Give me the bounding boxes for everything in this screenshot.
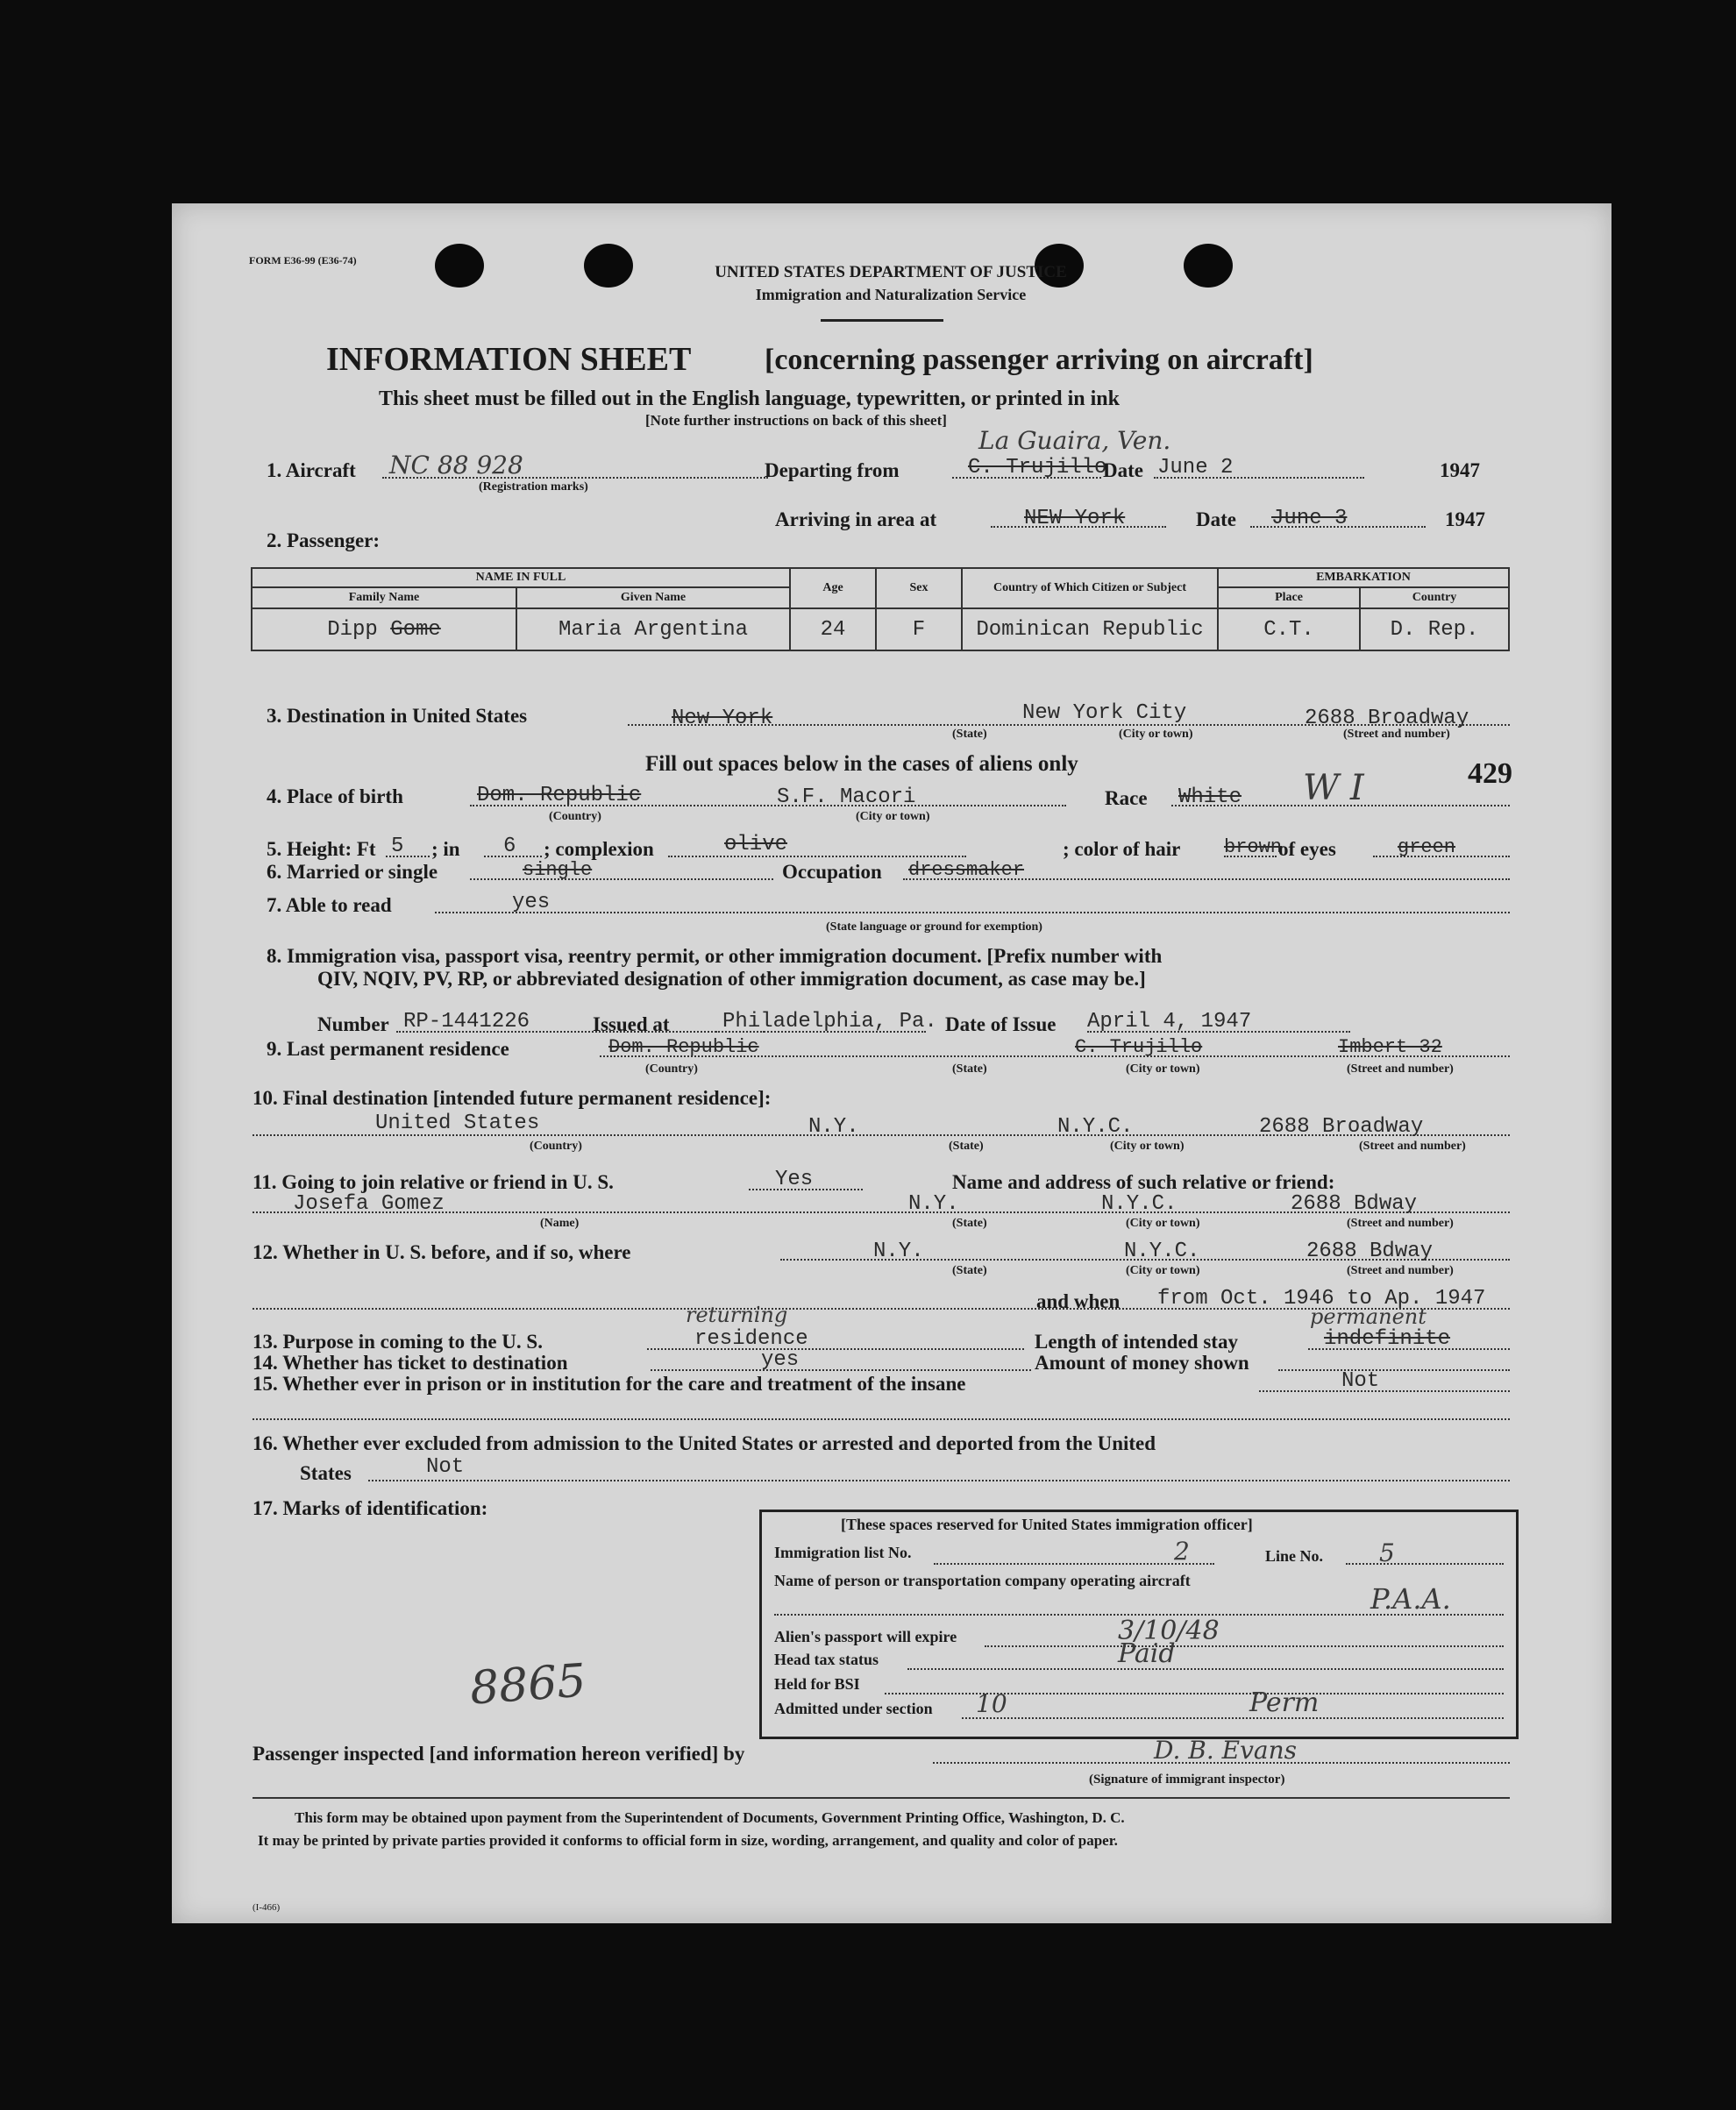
embark-place-header: Place [1218, 587, 1360, 608]
company-value: P.A.A. [1370, 1582, 1451, 1616]
height-label: 5. Height: Ft [267, 838, 376, 860]
bottom-code: (I-466) [253, 1902, 281, 1913]
punch-hole [435, 244, 484, 288]
excluded-label-1: 16. Whether ever excluded from admission to the United States or arrested and deported from the United [253, 1432, 1156, 1454]
state-caption: (State) [952, 728, 987, 741]
handwritten-number: 8865 [468, 1654, 588, 1716]
date-of-issue: April 4, 1947 [1087, 1010, 1252, 1034]
arriving-at: NEW York [1024, 507, 1126, 530]
issued-at-label: Issued at [593, 1013, 670, 1035]
last-residence-city: C. Trujillo [1075, 1036, 1203, 1058]
length-handwritten: permanent [1310, 1304, 1427, 1329]
name-in-full-header: NAME IN FULL [252, 568, 790, 587]
relative-city: N.Y.C. [1101, 1192, 1177, 1216]
purpose-label: 13. Purpose in coming to the U. S. [253, 1331, 543, 1353]
country-header: Country of Which Citizen or Subject [962, 568, 1218, 608]
family-name: Dipp [327, 617, 378, 642]
given-name: Maria Argentina [516, 608, 790, 650]
city-caption: (City or town) [1126, 1062, 1200, 1076]
marks-label: 17. Marks of identification: [253, 1497, 488, 1519]
family-name-struck: Gome [390, 617, 441, 642]
age-header: Age [790, 568, 876, 608]
country-caption: (Country) [645, 1062, 698, 1076]
race-value: White [1178, 785, 1242, 809]
previous-when: from Oct. 1946 to Ap. 1947 [1157, 1287, 1486, 1311]
final-street: 2688 Broadway [1259, 1115, 1424, 1139]
birth-city: S.F. Macori [777, 785, 916, 809]
officer-box-title: [These spaces reserved for United States immigration officer] [841, 1516, 1253, 1533]
doc-number: RP-1441226 [403, 1010, 530, 1034]
country-caption: (Country) [549, 810, 601, 823]
aliens-heading: Fill out spaces below in the cases of aliens only [645, 752, 1078, 776]
length-label: Length of intended stay [1035, 1331, 1238, 1353]
family-name-cell [252, 608, 516, 650]
passport-expire: 3/10/48 [1118, 1616, 1220, 1646]
final-destination-label: 10. Final destination [intended future permanent residence]: [253, 1087, 772, 1109]
aircraft-label: 1. Aircraft [267, 459, 356, 481]
street-caption: (Street and number) [1343, 728, 1450, 741]
ticket-label: 14. Whether has ticket to destination [253, 1352, 568, 1374]
birth-label: 4. Place of birth [267, 785, 403, 807]
list-label: Immigration list No. [774, 1544, 912, 1561]
departing-from: C. Trujillo [968, 456, 1107, 480]
date-of-issue-label: Date of Issue [945, 1013, 1057, 1035]
arriving-label: Arriving in area at [775, 508, 937, 530]
information-sheet-form [172, 203, 1611, 1923]
depart-date-label: Date [1103, 459, 1143, 481]
service-name: Immigration and Naturalization Service [755, 286, 1027, 303]
given-name-header: Given Name [516, 587, 790, 608]
destination-label: 3. Destination in United States [267, 705, 528, 727]
line-label: Line No. [1265, 1547, 1324, 1565]
occupation-label: Occupation [782, 861, 882, 883]
married-value: single [523, 859, 593, 881]
relative-answer: Yes [775, 1168, 814, 1191]
citizen-of: Dominican Republic [962, 608, 1218, 650]
sex-value: F [876, 608, 962, 650]
city-caption: (City or town) [1119, 728, 1193, 741]
signature-caption: (Signature of immigrant inspector) [1089, 1773, 1285, 1787]
city-caption: (City or town) [856, 810, 930, 823]
relative-name: Josefa Gomez [293, 1192, 445, 1216]
eyes-value: green [1398, 836, 1456, 858]
final-state: N.Y. [808, 1115, 859, 1139]
inspector-signature: D. B. Evans [1154, 1736, 1297, 1765]
punch-hole [1184, 244, 1233, 288]
sex-header: Sex [876, 568, 962, 608]
registration-caption: (Registration marks) [479, 480, 588, 494]
company-label: Name of person or transportation company operating aircraft [774, 1572, 1191, 1589]
relative-label: 11. Going to join relative or friend in U. S. [253, 1171, 614, 1193]
excluded-value: Not [426, 1455, 465, 1479]
country-caption: (Country) [530, 1140, 582, 1153]
previous-label: 12. Whether in U. S. before, and if so, where [253, 1241, 631, 1263]
form-title-note: [concerning passenger arriving on aircraft] [765, 344, 1313, 376]
inches-label: ; in [431, 838, 460, 860]
depart-year: 1947 [1440, 459, 1480, 481]
destination-state: New York [672, 707, 773, 730]
department-name: UNITED STATES DEPARTMENT OF JUSTICE [715, 263, 1067, 281]
embark-country-header: Country [1360, 587, 1509, 608]
race-label: Race [1105, 787, 1148, 809]
read-caption: (State language or ground for exemption) [826, 920, 1042, 934]
name-caption: (Name) [540, 1217, 580, 1230]
destination-street: 2688 Broadway [1305, 707, 1469, 730]
depart-date: June 2 [1157, 456, 1234, 480]
passport-label: Alien's passport will expire [774, 1628, 957, 1645]
age-value: 24 [790, 608, 876, 650]
street-caption: (Street and number) [1347, 1217, 1454, 1230]
city-caption: (City or town) [1126, 1217, 1200, 1230]
prison-label: 15. Whether ever in prison or in institution for the care and treatment of the insane [253, 1373, 966, 1395]
excluded-label-2: States [300, 1462, 352, 1484]
previous-state: N.Y. [873, 1240, 924, 1263]
state-caption: (State) [952, 1062, 987, 1076]
complexion-label: ; complexion [544, 838, 654, 860]
doc-number-label: Number [317, 1013, 389, 1035]
admitted-section: 10 [976, 1689, 1007, 1718]
birth-country: Dom. Republic [477, 784, 642, 807]
length-value: indefinite [1324, 1327, 1451, 1351]
embark-place: C.T. [1218, 608, 1360, 650]
read-label: 7. Able to read [267, 894, 392, 916]
money-label: Amount of money shown [1035, 1352, 1249, 1374]
street-caption: (Street and number) [1347, 1062, 1454, 1076]
final-city: N.Y.C. [1057, 1115, 1134, 1139]
headtax-value: Paid [1118, 1638, 1176, 1669]
final-country: United States [375, 1112, 540, 1135]
form-title: INFORMATION SHEET [326, 341, 692, 378]
ticket-value: yes [761, 1348, 800, 1372]
height-inches: 6 [503, 835, 516, 858]
document-label-1: 8. Immigration visa, passport visa, reentry permit, or other immigration document. [Prefix number with [267, 945, 1163, 967]
eyes-label: of eyes [1278, 838, 1336, 860]
previous-street: 2688 Bdway [1306, 1240, 1434, 1263]
form-number: FORM E36-99 (E36-74) [249, 254, 357, 266]
hair-value: brown [1224, 836, 1283, 858]
arrive-year: 1947 [1445, 508, 1485, 530]
document-label-2: QIV, NQIV, PV, RP, or abbreviated designation of other immigration document, as case may be.] [317, 968, 1146, 990]
handwritten-departure: La Guaira, Ven. [978, 426, 1171, 455]
relative-state: N.Y. [908, 1192, 959, 1216]
race-handwritten: W I [1303, 768, 1364, 808]
passenger-table [251, 567, 1510, 651]
headtax-label: Head tax status [774, 1651, 879, 1668]
occupation-value: dressmaker [908, 859, 1025, 881]
passenger-label: 2. Passenger: [267, 529, 381, 551]
purpose-value: residence [694, 1327, 808, 1351]
footer-line-2: It may be printed by private parties provided it conforms to official form in size, wording, arrangement, and quality and color of paper. [258, 1832, 1118, 1849]
arrive-date-label: Date [1196, 508, 1236, 530]
previous-city: N.Y.C. [1124, 1240, 1200, 1263]
instruction-note: [Note further instructions on back of this sheet] [645, 412, 947, 429]
admitted-class: Perm [1249, 1687, 1320, 1718]
family-name-header: Family Name [252, 587, 516, 608]
last-residence-country: Dom. Republic [608, 1036, 759, 1058]
inspection-label: Passenger inspected [and information hereon verified] by [253, 1743, 745, 1765]
hair-label: ; color of hair [1063, 838, 1181, 860]
punch-hole [584, 244, 633, 288]
married-label: 6. Married or single [267, 861, 438, 883]
stamp-number: 429 [1468, 757, 1512, 790]
footer-line-1: This form may be obtained upon payment from the Superintendent of Documents, Government Printing Office, Washington, D. C. [295, 1809, 1125, 1826]
footer-rule [253, 1797, 1510, 1799]
relative-name-label: Name and address of such relative or friend: [952, 1171, 1335, 1193]
departing-label: Departing from [765, 459, 900, 481]
issued-at: Philadelphia, Pa. [722, 1010, 937, 1034]
officer-box [759, 1510, 1519, 1739]
last-residence-label: 9. Last permanent residence [267, 1038, 509, 1060]
bsi-label: Held for BSI [774, 1675, 860, 1693]
line-no: 5 [1379, 1538, 1395, 1567]
arrive-date: June 3 [1271, 507, 1348, 530]
city-caption: (City or town) [1110, 1140, 1185, 1153]
state-caption: (State) [952, 1217, 987, 1230]
height-feet: 5 [391, 835, 404, 858]
header-rule [821, 319, 943, 322]
when-label: and when [1036, 1290, 1121, 1312]
city-caption: (City or town) [1126, 1264, 1200, 1277]
embark-country: D. Rep. [1360, 608, 1509, 650]
prison-value: Not [1341, 1369, 1380, 1393]
complexion-value: olive [724, 833, 788, 856]
read-value: yes [512, 891, 551, 914]
street-caption: (Street and number) [1359, 1140, 1466, 1153]
destination-city: New York City [1022, 701, 1187, 725]
street-caption: (Street and number) [1347, 1264, 1454, 1277]
state-caption: (State) [949, 1140, 984, 1153]
relative-street: 2688 Bdway [1291, 1192, 1418, 1216]
admitted-label: Admitted under section [774, 1700, 933, 1717]
state-caption: (State) [952, 1264, 987, 1277]
instruction-text: This sheet must be filled out in the English language, typewritten, or printed in ink [379, 387, 1120, 410]
purpose-handwritten: returning [686, 1303, 788, 1327]
aircraft-registration: NC 88 928 [389, 451, 523, 480]
embarkation-header: EMBARKATION [1218, 568, 1509, 587]
last-residence-street: Imbert 32 [1338, 1036, 1442, 1058]
list-no: 2 [1174, 1537, 1190, 1566]
